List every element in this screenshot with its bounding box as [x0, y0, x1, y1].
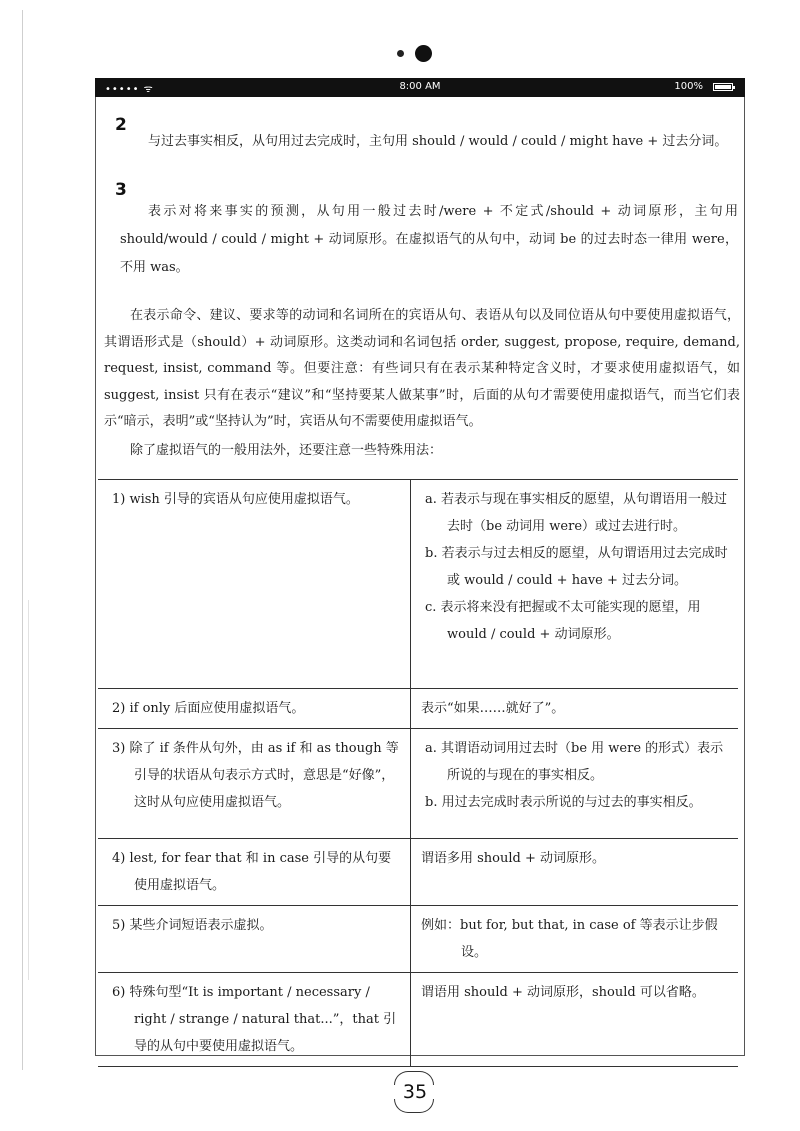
table-row	[98, 973, 738, 1067]
signal-icon: ••••• ᯤ	[105, 84, 154, 95]
table-cell-usage: 6) 特殊句型“It is important / necessary / right / strange / natural that...”，that 引导的从句中要使用虚拟语气。	[98, 973, 411, 1067]
scan-edge-line	[22, 10, 23, 1070]
table-cell-usage: 5) 某些介词短语表示虚拟。	[98, 906, 411, 973]
paragraph-subjunctive-verbs: 在表示命令、建议、要求等的动词和名词所在的宾语从句、表语从句以及同位语从句中要使用虚拟语气，其谓语形式是（should）+ 动词原形。这类动词和名词包括 order, suggest, propose, require, demand, request, insist, command 等。但要注意：有些词只有在表示某种特定含义时，才要求使用虚拟语气，如 suggest, insist 只有在表示“建议”和“坚持要某人做某事”时，后面的从句才需要使用虚拟语气，而当它们表示“暗示，表明”或“坚持认为”时，宾语从句不需要使用虚拟语气。	[104, 308, 740, 429]
table-row	[98, 729, 738, 839]
page-number: 35	[392, 1071, 438, 1113]
table-cell-explanation: a. 其谓语动词用过去时（be 用 were 的形式）表示所说的与现在的事实相反。 b. 用过去完成时表示所说的与过去的事实相反。	[425, 741, 724, 810]
table-row	[98, 689, 738, 729]
section-number-2: 2	[115, 115, 127, 135]
table-row	[98, 480, 738, 689]
table-row	[98, 839, 738, 906]
table-row	[98, 906, 738, 973]
status-time: 8:00 AM	[399, 81, 441, 92]
table-cell-explanation: a. 若表示与现在事实相反的愿望，从句谓语用一般过去时（be 动词用 were）或过去进行时。 b. 若表示与过去相反的愿望，从句谓语用过去完成时或 would / could + have + 过去分词。 c. 表示将来没有把握或不太可能实现的愿望，用 would / could + 动词原形。	[425, 492, 728, 642]
status-bar	[95, 78, 745, 97]
camera-lens-icon	[415, 45, 432, 62]
camera-dot-icon	[397, 50, 404, 57]
section-3-text: 表示对将来事实的预测，从句用一般过去时/were + 不定式/should + 动词原形，主句用 should/would / could / might + 动词原形。在虚拟语气的从句中，动词 be 的过去时态一律用 were，不用 was。	[120, 204, 738, 275]
table-cell-explanation: 谓语多用 should + 动词原形。	[421, 851, 606, 866]
table-cell-usage: 1) wish 引导的宾语从句应使用虚拟语气。	[98, 480, 411, 689]
scan-edge-line-2	[28, 600, 29, 980]
special-usage-table	[98, 479, 738, 1067]
section-number-3: 3	[115, 180, 127, 200]
table-cell-explanation: 谓语用 should + 动词原形，should 可以省略。	[421, 985, 705, 1000]
section-2-text: 与过去事实相反，从句用过去完成时，主句用 should / would / could / might have + 过去分词。	[148, 134, 728, 149]
battery-icon	[713, 83, 733, 91]
battery-percent: 100%	[674, 81, 703, 92]
table-cell-usage: 4) lest, for fear that 和 in case 引导的从句要使用虚拟语气。	[98, 839, 411, 906]
table-cell-explanation: 表示“如果……就好了”。	[421, 701, 565, 716]
table-cell-usage: 2) if only 后面应使用虚拟语气。	[98, 689, 411, 729]
table-cell-explanation: 例如：but for, but that, in case of 等表示让步假设。	[421, 918, 718, 960]
table-cell-usage: 3) 除了 if 条件从句外，由 as if 和 as though 等引导的状语从句表示方式时，意思是“好像”，这时从句应使用虚拟语气。	[98, 729, 411, 839]
paragraph-special-usage-intro: 除了虚拟语气的一般用法外，还要注意一些特殊用法：	[130, 443, 443, 458]
